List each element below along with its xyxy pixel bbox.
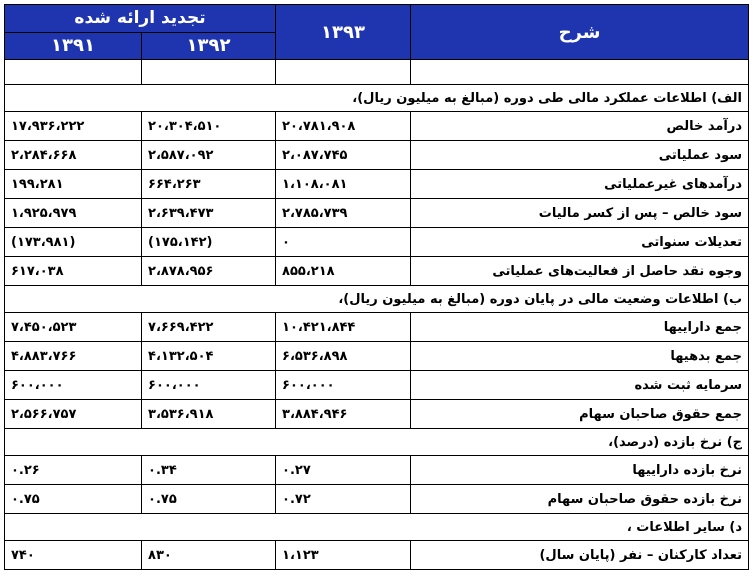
table-row xyxy=(5,485,749,514)
value-cell: ۲،۵۶۶،۷۵۷ xyxy=(5,400,142,429)
row-label: جمع داراییها xyxy=(411,313,749,342)
restated-year-header: ۱۳۹۲ xyxy=(142,32,276,60)
value-cell: ۲،۷۸۵،۷۳۹ xyxy=(276,199,411,228)
table-row xyxy=(5,371,749,400)
value-cell: (۱۷۳،۹۸۱) xyxy=(5,228,142,257)
value-cell: (۱۷۵،۱۴۲) xyxy=(142,228,276,257)
value-cell: ۸۳۰ xyxy=(142,541,276,570)
spacer-row xyxy=(5,60,749,85)
value-cell: ۱،۹۲۵،۹۷۹ xyxy=(5,199,142,228)
section-title: الف) اطلاعات عملکرد مالی طی دوره (مبالغ به میلیون ریال)، xyxy=(5,85,749,112)
table-row xyxy=(5,257,749,286)
row-label: درآمد خالص xyxy=(411,112,749,141)
value-cell: ۲،۸۷۸،۹۵۶ xyxy=(142,257,276,286)
value-cell: ۱،۱۰۸،۰۸۱ xyxy=(276,170,411,199)
value-cell: ۶۱۷،۰۳۸ xyxy=(5,257,142,286)
value-cell: ۱۹۹،۲۸۱ xyxy=(5,170,142,199)
restated-year-header: ۱۳۹۱ xyxy=(5,32,142,60)
row-label: جمع بدهیها xyxy=(411,342,749,371)
table-row xyxy=(5,456,749,485)
row-label: سود خالص – پس از کسر مالیات xyxy=(411,199,749,228)
section-row xyxy=(5,286,749,313)
value-cell: ۰.۷۲ xyxy=(276,485,411,514)
value-cell: ۳،۵۳۶،۹۱۸ xyxy=(142,400,276,429)
table-row xyxy=(5,170,749,199)
table-body xyxy=(5,60,749,570)
section-row xyxy=(5,514,749,541)
row-label: درآمدهای غیرعملیاتی xyxy=(411,170,749,199)
table-row xyxy=(5,400,749,429)
value-cell: ۴،۱۳۲،۵۰۴ xyxy=(142,342,276,371)
value-cell: ۲،۰۸۷،۷۴۵ xyxy=(276,141,411,170)
value-cell: ۳،۸۸۴،۹۴۶ xyxy=(276,400,411,429)
restated-group-header: تجدید ارائه شده xyxy=(5,5,276,33)
row-label: نرخ بازده داراییها xyxy=(411,456,749,485)
value-cell: ۶۰۰،۰۰۰ xyxy=(5,371,142,400)
row-label: سرمایه ثبت شده xyxy=(411,371,749,400)
row-label: جمع حقوق صاحبان سهام xyxy=(411,400,749,429)
section-title: د) سایر اطلاعات ، xyxy=(5,514,749,541)
value-cell: ۰.۲۷ xyxy=(276,456,411,485)
value-cell: ۱۷،۹۳۶،۲۲۲ xyxy=(5,112,142,141)
value-cell: ۲،۵۸۷،۰۹۲ xyxy=(142,141,276,170)
financial-summary-table xyxy=(4,4,749,570)
value-cell: ۲،۶۳۹،۴۷۳ xyxy=(142,199,276,228)
value-cell: ۷۴۰ xyxy=(5,541,142,570)
financial-summary-sheet xyxy=(4,4,748,570)
row-label: نرخ بازده حقوق صاحبان سهام xyxy=(411,485,749,514)
table-row xyxy=(5,313,749,342)
value-cell: ۸۵۵،۲۱۸ xyxy=(276,257,411,286)
section-title: ج) نرخ بازده (درصد)، xyxy=(5,429,749,456)
value-cell: ۶،۵۳۶،۸۹۸ xyxy=(276,342,411,371)
table-row xyxy=(5,141,749,170)
row-label: سود عملیاتی xyxy=(411,141,749,170)
section-title: ب) اطلاعات وضعیت مالی در پایان دوره (مبالغ به میلیون ریال)، xyxy=(5,286,749,313)
value-cell: ۲۰،۷۸۱،۹۰۸ xyxy=(276,112,411,141)
value-cell: ۰.۷۵ xyxy=(142,485,276,514)
table-row xyxy=(5,342,749,371)
value-cell: ۶۰۰،۰۰۰ xyxy=(276,371,411,400)
row-label: وجوه نقد حاصل از فعالیت‌های عملیاتی xyxy=(411,257,749,286)
section-row xyxy=(5,429,749,456)
table-row xyxy=(5,228,749,257)
row-label: تعدیلات سنواتی xyxy=(411,228,749,257)
value-cell: ۶۰۰،۰۰۰ xyxy=(142,371,276,400)
value-cell: ۰.۷۵ xyxy=(5,485,142,514)
value-cell: ۰.۲۶ xyxy=(5,456,142,485)
row-label: تعداد کارکنان – نفر (پایان سال) xyxy=(411,541,749,570)
value-cell: ۷،۶۶۹،۴۲۲ xyxy=(142,313,276,342)
value-cell: ۰.۳۴ xyxy=(142,456,276,485)
value-cell: ۲،۲۸۴،۶۶۸ xyxy=(5,141,142,170)
value-cell: ۲۰،۳۰۴،۵۱۰ xyxy=(142,112,276,141)
value-cell: ۴،۸۸۳،۷۶۶ xyxy=(5,342,142,371)
value-cell: ۰ xyxy=(276,228,411,257)
table-row xyxy=(5,541,749,570)
current-year-column-header: ۱۳۹۳ xyxy=(276,5,411,60)
value-cell: ۱،۱۲۳ xyxy=(276,541,411,570)
table-row xyxy=(5,112,749,141)
table-row xyxy=(5,199,749,228)
value-cell: ۱۰،۴۲۱،۸۴۴ xyxy=(276,313,411,342)
value-cell: ۶۶۴،۲۶۳ xyxy=(142,170,276,199)
section-row xyxy=(5,85,749,112)
value-cell: ۷،۴۵۰،۵۲۳ xyxy=(5,313,142,342)
description-column-header: شرح xyxy=(411,5,749,60)
